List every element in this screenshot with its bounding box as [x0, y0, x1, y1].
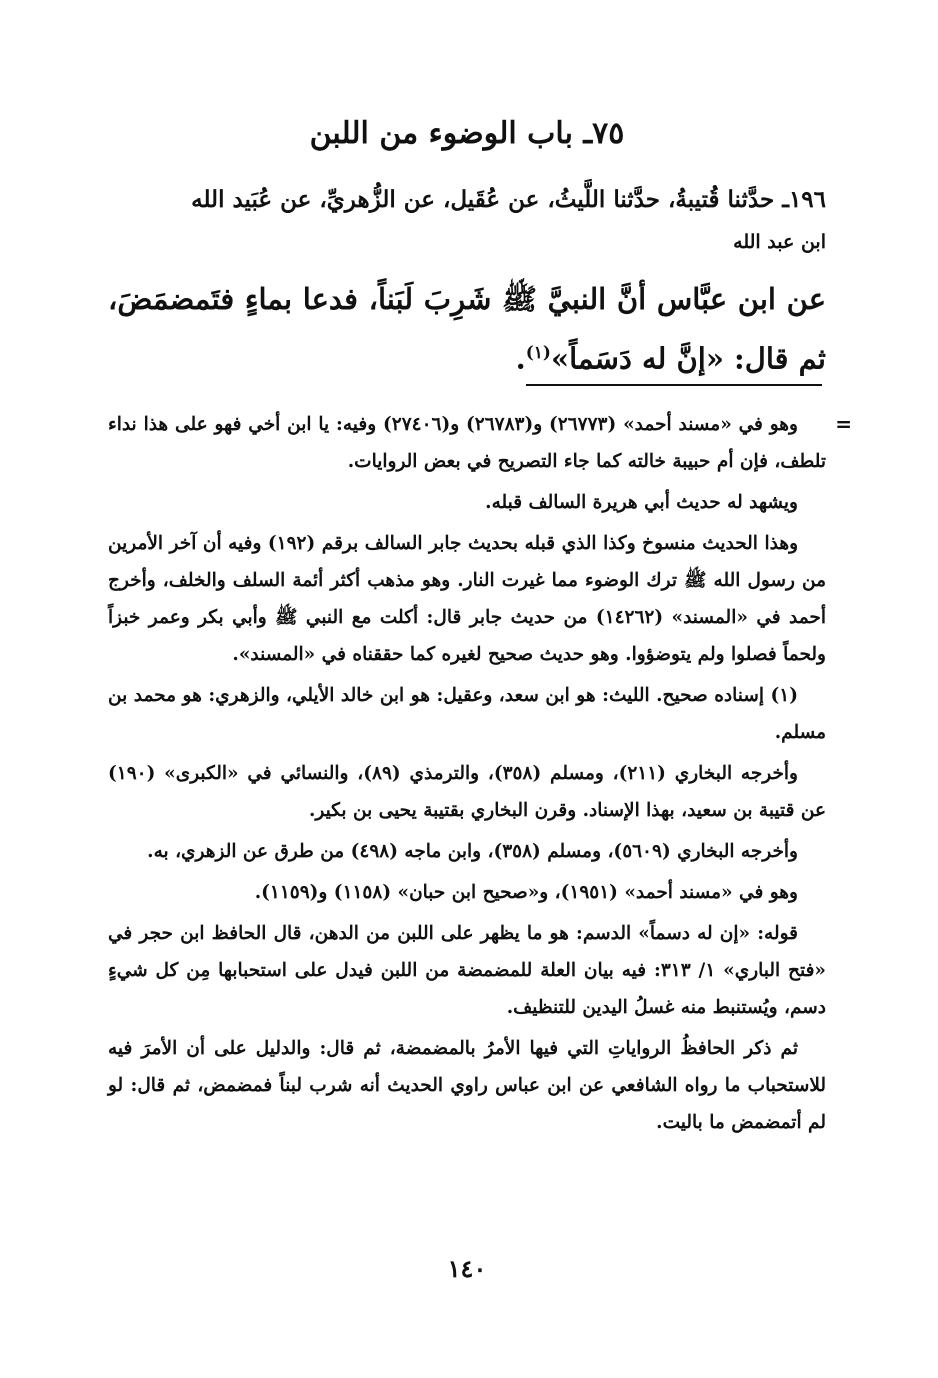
footnote-paragraph: ويشهد له حديث أبي هريرة السالف قبله.	[485, 492, 798, 513]
footnotes-section	[108, 406, 826, 1145]
chapter-title: ٧٥ـ باب الوضوء من اللبن	[309, 116, 625, 151]
footnote-paragraph: (١) إسناده صحيح. الليث: هو ابن سعد، وعقيل: هو ابن خالد الأيلي، والزهري: هو محمد بن مسلم.	[108, 685, 826, 743]
hadith-isnad: ١٩٦ـ حدَّثنا قُتيبةُ، حدَّثنا اللَّيثُ، عن عُقَيل، عن الزُّهريِّ، عن عُبَيد الله	[191, 186, 826, 213]
hadith-isnad-continuation: ابن عبد الله	[733, 231, 826, 253]
footnote-continued-mark: =	[835, 412, 852, 436]
footnote-paragraph: وهو في «مسند أحمد» (٢٦٧٧٣) و(٢٦٧٨٣) و(٢٧٤٠٦) وفيه: يا ابن أخي فهو على هذا نداء تلطف، فإن أم حبيبة خالته كما جاء التصريح في بعض الروايات.	[108, 414, 826, 472]
footnote-paragraph: وهذا الحديث منسوخ وكذا الذي قبله بحديث جابر السالف برقم (١٩٢) وفيه أن آخر الأمرين من رسول الله ﷺ ترك الوضوء مما غيرت النار. وهو مذهب أكثر أئمة السلف والخلف، وأخرج أحمد في «المسند» (١٤٢٦٢) من حديث جابر قال: أكلت مع النبي ﷺ وأبي بكر وعمر خبزاً ولحماً فصلوا ولم يتوضؤوا. وهو حديث صحيح لغيره كما حققناه في «المسند».	[108, 533, 826, 665]
footnote-reference: (١)	[525, 343, 551, 363]
hadith-matn-end: .	[515, 341, 526, 376]
hadith-matn	[108, 272, 826, 386]
footnote-separator	[526, 384, 822, 386]
book-page	[108, 0, 826, 1378]
footnote-paragraph: وأخرجه البخاري (٥٦٠٩)، ومسلم (٣٥٨)، وابن ماجه (٤٩٨) من طرق عن الزهري، به.	[147, 841, 798, 862]
footnote-paragraph: وأخرجه البخاري (٢١١)، ومسلم (٣٥٨)، والترمذي (٨٩)، والنسائي في «الكبرى» (١٩٠) عن قتيبة بن سعيد، بهذا الإسناد. وقرن البخاري بقتيبة يحيى بن بكير.	[108, 763, 826, 821]
footnote-paragraph: ثم ذكر الحافظُ الرواياتِ التي فيها الأمرُ بالمضمضة، ثم قال: والدليل على أن الأمرَ فيه للاستحباب ما رواه الشافعي عن ابن عباس راوي الحديث أنه شرب لبناً فمضمض، ثم قال: لو لم أتمضمض ما باليت.	[108, 1038, 826, 1133]
hadith-matn-text: عن ابن عبَّاس أنَّ النبيَّ ﷺ شَرِبَ لَبَناً، فدعا بماءٍ فتَمضمَضَ، ثم قال: «إنَّ له دَسَماً»	[108, 282, 826, 376]
footnote-paragraph: قوله: «إن له دسماً» الدسم: هو ما يظهر على اللبن من الدهن، قال الحافظ ابن حجر في «فتح الباري» ١/ ٣١٣: فيه بيان العلة للمضمضة من اللبن فيدل على استحبابها مِن كل شيءٍ دسم، ويُستنبط منه غسلُ اليدين للتنظيف.	[108, 923, 826, 1018]
page-number: ١٤٠	[447, 1254, 487, 1283]
footnote-paragraph: وهو في «مسند أحمد» (١٩٥١)، و«صحيح ابن حبان» (١١٥٨) و(١١٥٩).	[254, 882, 798, 903]
